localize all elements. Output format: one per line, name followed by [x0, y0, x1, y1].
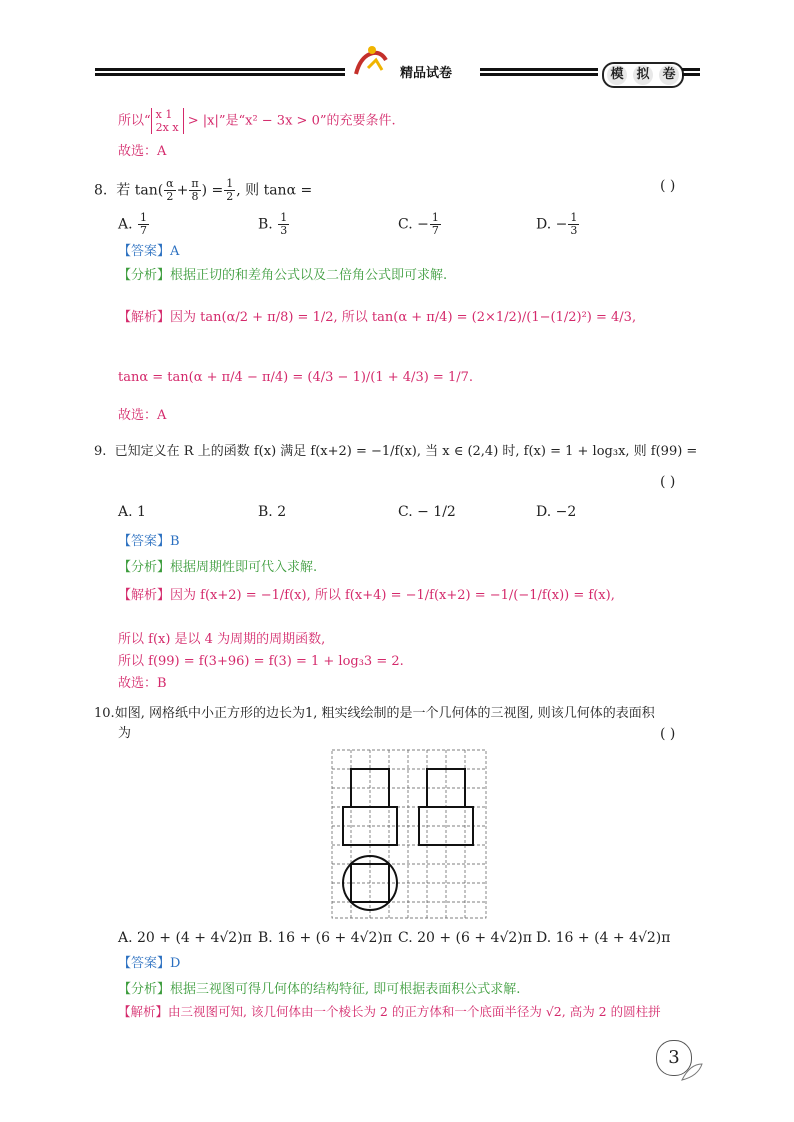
- q10-option-a[interactable]: A. 20 + (4 + 4√2)π: [118, 930, 252, 946]
- prev-line1: [118, 108, 396, 134]
- det-row: 2x x: [155, 121, 179, 134]
- logo-text: 精品试卷: [400, 66, 453, 81]
- q9-stem: [94, 444, 697, 460]
- q9-option-c[interactable]: C. − 1/2: [398, 504, 456, 520]
- page-number: 3: [656, 1040, 692, 1076]
- stem-text: ) =: [201, 182, 224, 199]
- prev-text: > |x|”是“x² − 3x > 0”的充要条件.: [187, 113, 396, 129]
- q10-stem-2: 为: [118, 726, 132, 741]
- q9-solution-3: 所以 f(99) = f(3+96) = f(3) = 1 + log₃3 = 2.: [118, 654, 404, 669]
- sol-text: 因为 f(x+2) = −1/f(x), 所以 f(x+4) = −1/f(x+2) = −1/(−1/f(x)) = f(x),: [170, 588, 615, 603]
- frac: $\frac{1}{3}$: [280, 211, 288, 237]
- det-row: x 1: [155, 108, 173, 121]
- frac: $\frac{\alpha}{2}$: [166, 177, 174, 203]
- grid-lines: [332, 750, 486, 918]
- q8-option-c[interactable]: [398, 212, 442, 237]
- stem-text: , 则 tanα =: [236, 182, 313, 199]
- prev-text: 所以“: [118, 113, 151, 129]
- header-rule-right: [682, 68, 700, 80]
- sol-text: 因为 tan(α/2 + π/8) = 1/2, 所以 tan(α + π/4) = (2×1/2)/(1−(1/2)²) = 4/3,: [170, 310, 637, 325]
- sol-text: 由三视图可知, 该几何体由一个棱长为 2 的正方体和一个底面半径为 √2, 高为 2 的圆柱拼: [168, 1004, 661, 1019]
- q10-analysis: [118, 982, 520, 998]
- badge-char: 拟: [633, 65, 653, 85]
- badge-char: 模: [607, 65, 627, 85]
- q10-option-d[interactable]: D. 16 + (4 + 4√2)π: [536, 930, 671, 946]
- q9-option-b[interactable]: B. 2: [258, 504, 287, 520]
- q8-analysis: [118, 268, 447, 284]
- q8-answer: 【答案】A: [118, 244, 180, 259]
- header-badge: [602, 62, 684, 88]
- three-view-diagram: [330, 748, 490, 920]
- tag: 【分析】: [118, 982, 171, 997]
- q9-answer: 【答案】B: [118, 534, 180, 549]
- q-number: 8.: [94, 182, 108, 199]
- frac: $\frac{\pi}{8}$: [191, 177, 199, 203]
- tag: 【解析】: [118, 1004, 169, 1019]
- opt-label: D. −: [536, 216, 568, 233]
- opt-label: C. −: [398, 216, 429, 233]
- q9-choose: 故选：B: [118, 676, 167, 691]
- prev-choose: 故选：A: [118, 144, 167, 159]
- frac: $\frac{1}{7}$: [140, 211, 148, 237]
- analysis-text: 根据正切的和差角公式以及二倍角公式即可求解.: [170, 268, 448, 283]
- badge-char: 卷: [659, 65, 679, 85]
- q8-paren: ( ): [660, 178, 676, 194]
- stem-text: 若 tan(: [116, 182, 164, 199]
- q9-option-d[interactable]: D. −2: [536, 504, 577, 520]
- analysis-text: 根据三视图可得几何体的结构特征, 即可根据表面积公式求解.: [170, 982, 521, 997]
- q9-analysis: [118, 560, 317, 576]
- tag: 【分析】: [118, 268, 171, 283]
- q9-solution-1: [118, 588, 615, 604]
- q8-option-a[interactable]: [118, 212, 150, 237]
- q10-option-c[interactable]: C. 20 + (6 + 4√2)π: [398, 930, 532, 946]
- q10-option-b[interactable]: B. 16 + (6 + 4√2)π: [258, 930, 393, 946]
- q9-paren: ( ): [660, 474, 676, 490]
- q10-paren: ( ): [660, 726, 676, 742]
- analysis-text: 根据周期性即可代入求解.: [170, 560, 318, 575]
- q-number: 10.: [94, 706, 115, 721]
- header-rule-left: [95, 68, 345, 80]
- q8-option-d[interactable]: [536, 212, 580, 237]
- opt-label: B.: [258, 216, 273, 233]
- q-number: 9.: [94, 444, 107, 459]
- logo-icon: [346, 40, 406, 80]
- q8-option-b[interactable]: [258, 212, 290, 237]
- q8-stem: 8. 若 tan( $\frac{\alpha}{2}$ + $\frac{\pi}{8}$ ) = $\frac{1}{2}$ , 则 tanα =: [94, 177, 313, 203]
- q10-answer: 【答案】D: [118, 956, 181, 971]
- tag: 【解析】: [118, 588, 171, 603]
- q9-option-a[interactable]: A. 1: [118, 504, 146, 520]
- frac: $\frac{1}{2}$: [226, 177, 234, 203]
- q10-solution-1: [118, 1004, 661, 1020]
- stem-text: 如图, 网格纸中小正方形的边长为1, 粗实线绘制的是一个几何体的三视图, 则该几何体的表面积: [114, 706, 655, 721]
- tag: 【分析】: [118, 560, 171, 575]
- header-rule-mid: [480, 68, 598, 80]
- q8-solution-2: tanα = tan(α + π/4 − π/4) = (4/3 − 1)/(1 + 4/3) = 1/7.: [118, 370, 473, 385]
- q10-stem-1: [94, 706, 655, 722]
- frac: $\frac{1}{3}$: [570, 211, 578, 237]
- stem-text: 已知定义在 R 上的函数 f(x) 满足 f(x+2) = −1/f(x), 当 x ∈ (2,4) 时, f(x) = 1 + log₃x, 则 f(99) =: [114, 444, 698, 459]
- q8-solution-1: [118, 310, 636, 326]
- frac: $\frac{1}{7}$: [431, 211, 439, 237]
- determinant: [151, 108, 184, 134]
- leaf-icon: [680, 1060, 704, 1084]
- opt-label: A.: [118, 216, 133, 233]
- q8-choose: 故选：A: [118, 408, 167, 423]
- tag: 【解析】: [118, 310, 171, 325]
- q9-solution-2: 所以 f(x) 是以 4 为周期的周期函数,: [118, 632, 326, 647]
